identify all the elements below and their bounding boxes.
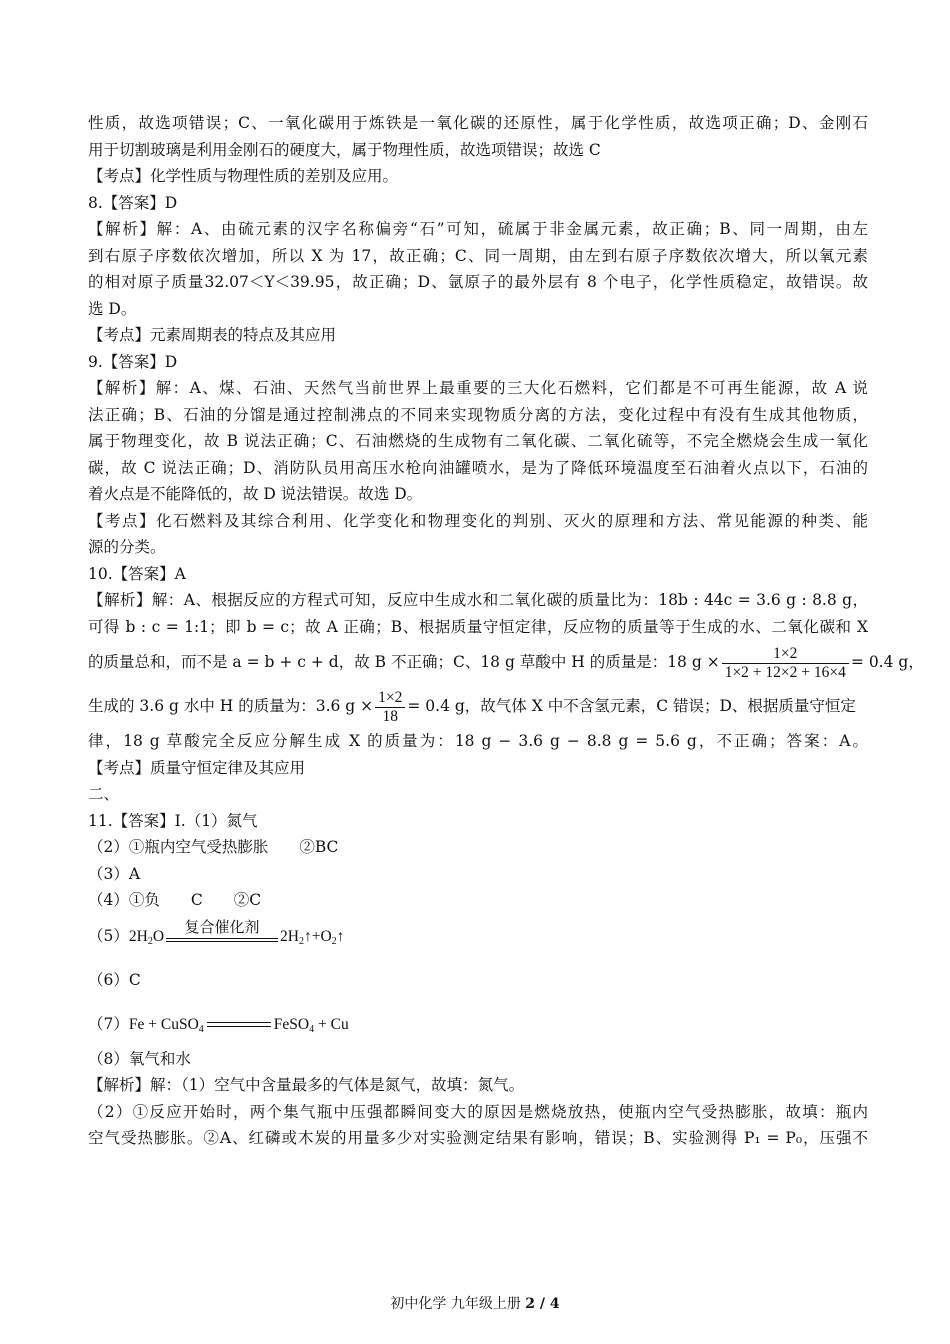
text-line: （6）C	[88, 970, 141, 989]
text-line: （8）氧气和水	[88, 1049, 191, 1068]
text-line: （3）A	[88, 864, 141, 883]
item-number: （7）	[88, 1014, 129, 1033]
catalyst-label: 复合催化剂	[184, 917, 260, 936]
fraction-h-ratio	[722, 645, 849, 682]
products: FeSO$_4$ + Cu	[273, 1015, 349, 1035]
text-line: 可得 b : c = 1:1；即 b = c；故 A 正确；B、根据质量守恒定律，反应物的质量等于生成的水、二氧化碳和 X	[88, 617, 868, 636]
fraction-denominator: 1×2 + 12×2 + 16×4	[724, 663, 846, 681]
mass-line-water	[88, 684, 868, 728]
fraction-numerator: 1×2	[375, 689, 405, 708]
text-line: 到右原子序数依次增加，所以 X 为 17，故正确；C、同一周期，由左到右原子序数依次增大，所以氧元素	[88, 246, 868, 265]
text-line: 11.【答案】I.（1）氮气	[88, 811, 258, 830]
text-line: 属于物理变化，故 B 说法正确；C、石油燃烧的生成物有二氧化碳、二氧化硫等，不完全燃烧会生成一氧化	[88, 432, 868, 450]
text-line: 性质，故选项错误；C、一氧化碳用于炼铁是一氧化碳的还原性，属于化学性质，故选项正确；D、金刚石	[88, 114, 868, 132]
text-line: 【解析】解：（1）空气中含量最多的气体是氮气，故填：氮气。	[88, 1076, 525, 1094]
text-line: 的相对原子质量32.07＜Y＜39.95，故正确；D、氩原子的最外层有 8 个电子，化学性质稳定，故错误。故	[88, 273, 868, 291]
catalyst-arrow	[166, 917, 278, 951]
text-line: 【解析】解：A、由硫元素的汉字名称偏旁“石”可知，硫属于非金属元素，故正确；B、同一周期，由左	[88, 220, 868, 238]
text-line: 律，18 g 草酸完全反应分解生成 X 的质量为：18 g − 3.6 g − 8.8 g = 5.6 g，不正确；答案：A。	[88, 732, 868, 750]
mass-result: = 0.4 g，故气体 X 中不含氢元素，C 错误；D、根据质量守恒定	[407, 697, 856, 715]
mass-result: = 0.4 g，	[850, 653, 924, 671]
text-line: （2）①瓶内空气受热膨胀 ②BC	[88, 838, 339, 856]
text-line: 着火点是不能降低的，故 D 说法错误。故选 D。	[88, 485, 423, 503]
item-number: （5）	[88, 926, 129, 945]
text-line: 【考点】元素周期表的特点及其应用	[88, 326, 337, 344]
fraction-numerator: 1×2	[722, 645, 849, 664]
products: $2H_2↑+O_2↑$	[280, 927, 345, 947]
mass-text: 的质量总和，而不是 a = b + c + d，故 B 不正确；C、18 g 草酸中 H 的质量是：18 g ×	[88, 653, 720, 671]
equation-iron-copper	[88, 1002, 868, 1046]
page-footer	[0, 1293, 950, 1313]
mass-text: 生成的 3.6 g 水中 H 的质量为：3.6 g ×	[88, 697, 374, 715]
answer-content	[88, 110, 924, 1152]
text-line: 二、	[88, 785, 120, 803]
fraction-denominator: 18	[382, 707, 399, 725]
text-line: 【解析】解：A、根据反应的方程式可知，反应中生成水和二氧化碳的质量比为：18b : 44c = 3.6 g : 8.8 g，	[88, 591, 868, 609]
text-line: 空气受热膨胀。②A、红磷或木炭的用量多少对实验测定结果有影响，错误；B、实验测得 P₁ = P₀，压强不	[88, 1129, 868, 1147]
equation-water-decomposition	[88, 914, 868, 958]
text-line: 8.【答案】D	[88, 193, 178, 212]
text-line: （4）①负 C ②C	[88, 891, 262, 909]
text-line: 【考点】化学性质与物理性质的差别及应用。	[88, 167, 399, 185]
footer-text: 初中化学 九年级上册	[390, 1296, 526, 1312]
text-line: 碳，故 C 说法正确；D、消防队员用高压水枪向油罐喷水，是为了降低环境温度至石油着火点以下，石油的	[88, 458, 868, 477]
text-line: 【考点】化石燃料及其综合利用、化学变化和物理变化的判别、灭火的原理和方法、常见能源的种类、能	[88, 511, 868, 530]
text-line: 【考点】质量守恒定律及其应用	[88, 758, 306, 777]
page-number: 2 / 4	[525, 1296, 560, 1312]
text-line: 【解析】解：A、煤、石油、天然气当前世界上最重要的三大化石燃料，它们都是不可再生能源，故 A 说	[88, 379, 868, 397]
text-line: 法正确；B、石油的分馏是通过控制沸点的不同来实现物质分离的方法，变化过程中有没有生成其他物质，	[88, 405, 868, 424]
text-line: 10.【答案】A	[88, 564, 186, 583]
mass-line-oxalic	[88, 640, 924, 684]
text-line: 9.【答案】D	[88, 352, 178, 371]
text-line: （2）①反应开始时，两个集气瓶中压强都瞬间变大的原因是燃烧放热，使瓶内空气受热膨胀，故填：瓶内	[88, 1102, 868, 1121]
reactant: $2H_2O$	[128, 927, 165, 947]
fraction-h-ratio	[375, 689, 405, 726]
text-line: 选 D。	[88, 299, 137, 318]
text-line: 源的分类。	[88, 538, 166, 556]
equals-sign	[207, 1022, 271, 1028]
reactants: Fe + CuSO$_4$	[128, 1015, 204, 1035]
text-line: 用于切割玻璃是利用金刚石的硬度大，属于物理性质，故选项错误；故选 C	[88, 140, 601, 159]
